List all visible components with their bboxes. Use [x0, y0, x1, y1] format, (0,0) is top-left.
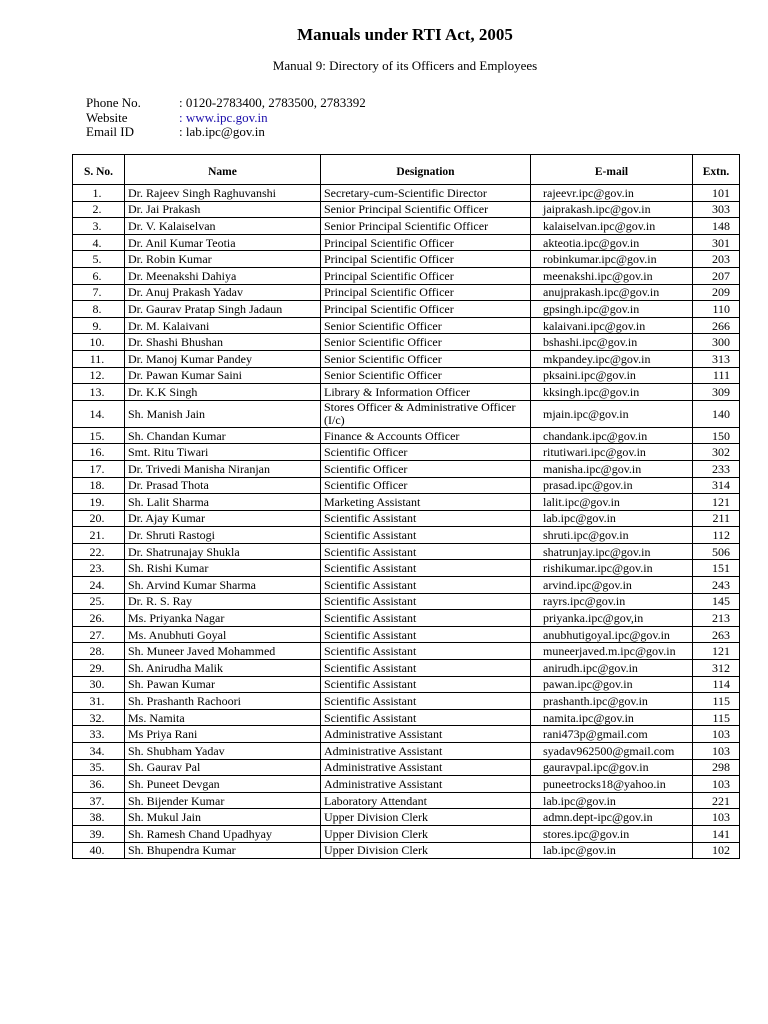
row-designation: Scientific Assistant [321, 593, 531, 610]
row-designation: Marketing Assistant [321, 494, 531, 511]
row-sno: 4. [73, 234, 125, 251]
contact-label: Website [86, 109, 128, 125]
row-designation: Scientific Assistant [321, 510, 531, 527]
row-name: Sh. Lalit Sharma [125, 494, 321, 511]
contact-email [86, 125, 366, 140]
row-name: Dr. Anil Kumar Teotia [125, 234, 321, 251]
row-extn: 266 [693, 317, 740, 334]
row-email: lab.ipc@gov.in [531, 792, 693, 809]
row-email: shatrunjay.ipc@gov.in [531, 543, 693, 560]
row-name: Sh. Gaurav Pal [125, 759, 321, 776]
row-designation: Senior Scientific Officer [321, 350, 531, 367]
row-sno: 8. [73, 301, 125, 318]
row-designation: Scientific Officer [321, 460, 531, 477]
row-name: Dr. Prasad Thota [125, 477, 321, 494]
contact-value: : lab.ipc@gov.in [179, 124, 265, 139]
row-extn: 233 [693, 460, 740, 477]
header-extn: Extn. [693, 155, 740, 185]
row-sno: 2. [73, 201, 125, 218]
header-sno: S. No. [73, 155, 125, 185]
row-extn: 145 [693, 593, 740, 610]
row-email: stores.ipc@gov.in [531, 825, 693, 842]
row-name: Dr. Anuj Prakash Yadav [125, 284, 321, 301]
row-email: rayrs.ipc@gov.in [531, 593, 693, 610]
row-email: robinkumar.ipc@gov.in [531, 251, 693, 268]
row-extn: 506 [693, 543, 740, 560]
row-email: anirudh.ipc@gov.in [531, 660, 693, 677]
header-email: E-mail [531, 155, 693, 185]
row-email: jaiprakash.ipc@gov.in [531, 201, 693, 218]
row-sno: 29. [73, 660, 125, 677]
row-extn: 141 [693, 825, 740, 842]
row-name: Dr. Shatrunajay Shukla [125, 543, 321, 560]
row-designation: Secretary-cum-Scientific Director [321, 185, 531, 202]
table-row [73, 350, 740, 367]
row-email: mkpandey.ipc@gov.in [531, 350, 693, 367]
row-extn: 203 [693, 251, 740, 268]
row-designation: Upper Division Clerk [321, 809, 531, 826]
row-sno: 30. [73, 676, 125, 693]
row-extn: 314 [693, 477, 740, 494]
row-extn: 121 [693, 643, 740, 660]
row-email: syadav962500@gmail.com [531, 743, 693, 760]
row-sno: 13. [73, 384, 125, 401]
table-row [73, 577, 740, 594]
row-email: kalaivani.ipc@gov.in [531, 317, 693, 334]
row-name: Dr. Gaurav Pratap Singh Jadaun [125, 301, 321, 318]
row-name: Dr. Meenakshi Dahiya [125, 267, 321, 284]
row-sno: 19. [73, 494, 125, 511]
row-sno: 10. [73, 334, 125, 351]
row-email: rani473p@gmail.com [531, 726, 693, 743]
row-sno: 1. [73, 185, 125, 202]
row-email: lab.ipc@gov.in [531, 842, 693, 859]
row-designation: Scientific Assistant [321, 693, 531, 710]
table-row [73, 560, 740, 577]
row-email: shruti.ipc@gov.in [531, 527, 693, 544]
row-designation: Principal Scientific Officer [321, 267, 531, 284]
row-designation: Scientific Assistant [321, 660, 531, 677]
row-name: Ms. Anubhuti Goyal [125, 626, 321, 643]
row-extn: 110 [693, 301, 740, 318]
row-name: Dr. K.K Singh [125, 384, 321, 401]
table-row [73, 809, 740, 826]
row-email: prashanth.ipc@gov.in [531, 693, 693, 710]
row-designation: Scientific Assistant [321, 560, 531, 577]
row-name: Sh. Manish Jain [125, 400, 321, 427]
table-row [73, 626, 740, 643]
row-extn: 121 [693, 494, 740, 511]
row-email: pksaini.ipc@gov.in [531, 367, 693, 384]
row-name: Smt. Ritu Tiwari [125, 444, 321, 461]
row-email: kalaiselvan.ipc@gov.in [531, 218, 693, 235]
row-sno: 40. [73, 842, 125, 859]
row-name: Ms. Priyanka Nagar [125, 610, 321, 627]
row-sno: 3. [73, 218, 125, 235]
row-email: lab.ipc@gov.in [531, 510, 693, 527]
row-email: namita.ipc@gov.in [531, 709, 693, 726]
row-extn: 302 [693, 444, 740, 461]
row-designation: Stores Officer & Administrative Officer (I/c) [321, 400, 531, 427]
row-extn: 243 [693, 577, 740, 594]
row-designation: Administrative Assistant [321, 726, 531, 743]
table-row [73, 400, 740, 427]
row-email: mjain.ipc@gov.in [531, 400, 693, 427]
row-designation: Finance & Accounts Officer [321, 427, 531, 444]
row-sno: 36. [73, 776, 125, 793]
table-row [73, 185, 740, 202]
row-email: gpsingh.ipc@gov.in [531, 301, 693, 318]
row-email: priyanka.ipc@gov,in [531, 610, 693, 627]
row-name: Dr. V. Kalaiselvan [125, 218, 321, 235]
table-row [73, 660, 740, 677]
row-sno: 35. [73, 759, 125, 776]
table-row [73, 427, 740, 444]
row-name: Dr. Robin Kumar [125, 251, 321, 268]
table-row [73, 693, 740, 710]
page-subtitle: Manual 9: Directory of its Officers and Employees [272, 58, 538, 73]
row-email: muneerjaved.m.ipc@gov.in [531, 643, 693, 660]
row-email: admn.dept-ipc@gov.in [531, 809, 693, 826]
row-sno: 17. [73, 460, 125, 477]
row-email: akteotia.ipc@gov.in [531, 234, 693, 251]
row-designation: Administrative Assistant [321, 776, 531, 793]
row-extn: 102 [693, 842, 740, 859]
table-row [73, 317, 740, 334]
row-extn: 312 [693, 660, 740, 677]
row-designation: Scientific Assistant [321, 577, 531, 594]
row-name: Sh. Bhupendra Kumar [125, 842, 321, 859]
row-designation: Scientific Officer [321, 444, 531, 461]
row-email: manisha.ipc@gov.in [531, 460, 693, 477]
row-email: anubhutigoyal.ipc@gov.in [531, 626, 693, 643]
row-sno: 22. [73, 543, 125, 560]
row-designation: Principal Scientific Officer [321, 234, 531, 251]
table-row [73, 201, 740, 218]
row-designation: Scientific Assistant [321, 626, 531, 643]
row-email: anujprakash.ipc@gov.in [531, 284, 693, 301]
row-name: Sh. Shubham Yadav [125, 743, 321, 760]
row-sno: 33. [73, 726, 125, 743]
row-extn: 140 [693, 400, 740, 427]
table-row [73, 477, 740, 494]
row-sno: 26. [73, 610, 125, 627]
row-sno: 9. [73, 317, 125, 334]
row-name: Sh. Pawan Kumar [125, 676, 321, 693]
row-designation: Upper Division Clerk [321, 825, 531, 842]
table-row [73, 234, 740, 251]
table-row [73, 593, 740, 610]
row-extn: 103 [693, 776, 740, 793]
row-designation: Senior Scientific Officer [321, 317, 531, 334]
row-extn: 263 [693, 626, 740, 643]
row-extn: 103 [693, 743, 740, 760]
table-row [73, 301, 740, 318]
table-row [73, 543, 740, 560]
table-row [73, 792, 740, 809]
table-row [73, 384, 740, 401]
row-name: Ms Priya Rani [125, 726, 321, 743]
page-title: Manuals under RTI Act, 2005 [297, 25, 513, 44]
row-extn: 298 [693, 759, 740, 776]
officers-directory-table [72, 154, 740, 859]
row-name: Sh. Mukul Jain [125, 809, 321, 826]
header-designation: Designation [321, 155, 531, 185]
row-extn: 101 [693, 185, 740, 202]
table-row [73, 676, 740, 693]
row-email: puneetrocks18@yahoo.in [531, 776, 693, 793]
website-link[interactable]: : www.ipc.gov.in [179, 109, 268, 125]
contact-label: Phone No. [86, 95, 141, 110]
row-designation: Administrative Assistant [321, 743, 531, 760]
contact-website [86, 111, 366, 126]
row-sno: 28. [73, 643, 125, 660]
row-extn: 115 [693, 693, 740, 710]
row-name: Sh. Ramesh Chand Upadhyay [125, 825, 321, 842]
row-name: Sh. Anirudha Malik [125, 660, 321, 677]
row-extn: 309 [693, 384, 740, 401]
row-email: chandank.ipc@gov.in [531, 427, 693, 444]
row-sno: 34. [73, 743, 125, 760]
row-sno: 24. [73, 577, 125, 594]
row-name: Dr. Pawan Kumar Saini [125, 367, 321, 384]
row-sno: 11. [73, 350, 125, 367]
row-email: bshashi.ipc@gov.in [531, 334, 693, 351]
row-sno: 27. [73, 626, 125, 643]
row-email: pawan.ipc@gov.in [531, 676, 693, 693]
row-name: Dr. Manoj Kumar Pandey [125, 350, 321, 367]
row-extn: 103 [693, 726, 740, 743]
row-name: Sh. Arvind Kumar Sharma [125, 577, 321, 594]
row-name: Dr. Ajay Kumar [125, 510, 321, 527]
row-sno: 18. [73, 477, 125, 494]
row-designation: Senior Scientific Officer [321, 367, 531, 384]
row-name: Dr. Jai Prakash [125, 201, 321, 218]
table-row [73, 610, 740, 627]
row-sno: 16. [73, 444, 125, 461]
row-name: Dr. M. Kalaivani [125, 317, 321, 334]
row-designation: Senior Scientific Officer [321, 334, 531, 351]
row-extn: 112 [693, 527, 740, 544]
row-email: gauravpal.ipc@gov.in [531, 759, 693, 776]
row-name: Sh. Bijender Kumar [125, 792, 321, 809]
row-designation: Scientific Assistant [321, 676, 531, 693]
table-row [73, 825, 740, 842]
row-designation: Scientific Assistant [321, 643, 531, 660]
row-designation: Scientific Assistant [321, 527, 531, 544]
row-extn: 151 [693, 560, 740, 577]
row-designation: Scientific Assistant [321, 610, 531, 627]
row-extn: 211 [693, 510, 740, 527]
table-body [73, 185, 740, 859]
row-sno: 31. [73, 693, 125, 710]
table-row [73, 444, 740, 461]
row-sno: 25. [73, 593, 125, 610]
row-extn: 303 [693, 201, 740, 218]
table-row [73, 643, 740, 660]
row-designation: Scientific Officer [321, 477, 531, 494]
table-row [73, 460, 740, 477]
row-name: Ms. Namita [125, 709, 321, 726]
row-email: arvind.ipc@gov.in [531, 577, 693, 594]
contact-label: Email ID [86, 124, 135, 139]
row-sno: 15. [73, 427, 125, 444]
row-sno: 39. [73, 825, 125, 842]
table-row [73, 284, 740, 301]
row-sno: 37. [73, 792, 125, 809]
row-email: ritutiwari.ipc@gov.in [531, 444, 693, 461]
contact-phone [86, 96, 366, 111]
row-sno: 38. [73, 809, 125, 826]
row-sno: 23. [73, 560, 125, 577]
contact-value: : 0120-2783400, 2783500, 2783392 [179, 95, 366, 110]
row-name: Dr. Shruti Rastogi [125, 527, 321, 544]
row-email: kksingh.ipc@gov.in [531, 384, 693, 401]
row-extn: 150 [693, 427, 740, 444]
table-header-row [73, 155, 740, 185]
row-extn: 148 [693, 218, 740, 235]
contact-block [86, 96, 366, 140]
row-sno: 32. [73, 709, 125, 726]
table-row [73, 743, 740, 760]
row-designation: Principal Scientific Officer [321, 301, 531, 318]
table-row [73, 367, 740, 384]
row-extn: 213 [693, 610, 740, 627]
row-name: Sh. Puneet Devgan [125, 776, 321, 793]
row-sno: 12. [73, 367, 125, 384]
row-name: Dr. Shashi Bhushan [125, 334, 321, 351]
row-name: Dr. Trivedi Manisha Niranjan [125, 460, 321, 477]
row-extn: 103 [693, 809, 740, 826]
row-designation: Senior Principal Scientific Officer [321, 218, 531, 235]
header-name: Name [125, 155, 321, 185]
row-sno: 7. [73, 284, 125, 301]
row-extn: 207 [693, 267, 740, 284]
row-extn: 313 [693, 350, 740, 367]
row-name: Dr. Rajeev Singh Raghuvanshi [125, 185, 321, 202]
table-row [73, 218, 740, 235]
row-email: lalit.ipc@gov.in [531, 494, 693, 511]
table-row [73, 709, 740, 726]
row-email: prasad.ipc@gov.in [531, 477, 693, 494]
row-extn: 221 [693, 792, 740, 809]
row-designation: Principal Scientific Officer [321, 251, 531, 268]
row-designation: Upper Division Clerk [321, 842, 531, 859]
table-row [73, 251, 740, 268]
table-row [73, 494, 740, 511]
row-designation: Scientific Assistant [321, 709, 531, 726]
table-row [73, 842, 740, 859]
row-designation: Principal Scientific Officer [321, 284, 531, 301]
table-row [73, 267, 740, 284]
row-extn: 111 [693, 367, 740, 384]
row-extn: 114 [693, 676, 740, 693]
table-row [73, 776, 740, 793]
row-name: Sh. Rishi Kumar [125, 560, 321, 577]
table-row [73, 759, 740, 776]
row-name: Sh. Chandan Kumar [125, 427, 321, 444]
table-row [73, 510, 740, 527]
row-email: rajeevr.ipc@gov.in [531, 185, 693, 202]
row-sno: 6. [73, 267, 125, 284]
table-row [73, 527, 740, 544]
row-email: meenakshi.ipc@gov.in [531, 267, 693, 284]
row-extn: 300 [693, 334, 740, 351]
table-row [73, 726, 740, 743]
row-sno: 21. [73, 527, 125, 544]
row-email: rishikumar.ipc@gov.in [531, 560, 693, 577]
row-designation: Laboratory Attendant [321, 792, 531, 809]
row-name: Sh. Prashanth Rachoori [125, 693, 321, 710]
row-designation: Scientific Assistant [321, 543, 531, 560]
row-sno: 14. [73, 400, 125, 427]
row-extn: 209 [693, 284, 740, 301]
row-extn: 115 [693, 709, 740, 726]
row-designation: Senior Principal Scientific Officer [321, 201, 531, 218]
row-name: Dr. R. S. Ray [125, 593, 321, 610]
table-row [73, 334, 740, 351]
row-sno: 5. [73, 251, 125, 268]
row-name: Sh. Muneer Javed Mohammed [125, 643, 321, 660]
row-designation: Administrative Assistant [321, 759, 531, 776]
row-designation: Library & Information Officer [321, 384, 531, 401]
row-sno: 20. [73, 510, 125, 527]
row-extn: 301 [693, 234, 740, 251]
